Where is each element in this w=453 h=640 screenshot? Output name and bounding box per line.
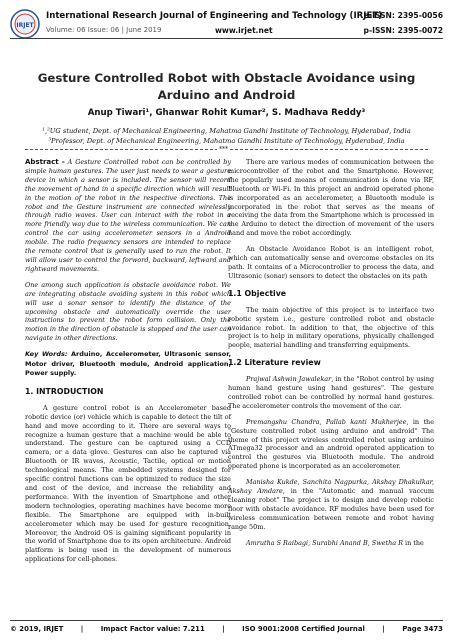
- left-column: [25, 158, 231, 571]
- logo-text: IRJET: [16, 22, 34, 29]
- right-column: [228, 158, 434, 555]
- citation-text: , in the "Gesture controlled robot using arduino and android" The theme of this project wireless controlled robot using arduino ATmega32 processor and an android operated application to control the gestures via Bluetooth module. The android operated phone is incorporated as an accelerometer.: [228, 417, 435, 471]
- literature-paragraph: [228, 375, 434, 411]
- keywords-label: Key Words:: [25, 350, 68, 359]
- page-footer: [10, 625, 443, 633]
- separator-mark: ***: [219, 146, 228, 153]
- literature-paragraph: [228, 418, 434, 471]
- abstract-label: Abstract -: [25, 158, 65, 166]
- e-issn: e-ISSN: 2395-0056: [363, 11, 443, 20]
- cited-authors: Premangshu Chandra, Pallab kanti Mukherjee: [246, 417, 407, 426]
- p-issn: p-ISSN: 2395-0072: [363, 26, 443, 35]
- journal-name: International Research Journal of Engineering and Technology (IRJET): [46, 11, 383, 21]
- footer-page-number: Page 3473: [402, 625, 443, 633]
- abstract-paragraph-2: One among such application is obstacle avoidance robot. We are integrating obstacle avoiding system in this robot which will use a sonar sensor to identify the distance of the upcoming obstacle and automatically override the user instructions to prevent the robot form collision. Only the motion in the direction of obstacle is stopped and the user can navigate in other directions.: [25, 280, 231, 343]
- keywords-list: Arduino, Accelerometer, Ultrasonic sensor, Motor driver, Bluetooth module, Android application, Power supply.: [25, 350, 231, 378]
- footer-copyright: © 2019, IRJET: [10, 625, 64, 633]
- objective-paragraph: The main objective of this project is to interface two robotic system i.e., gesture controlled robot and obstacle avoidance robot. In addition to that, the objective of this project is to help in military operations, physically challenged people, material handling and transferring equipments.: [228, 305, 434, 350]
- footer-impact-factor: Impact Factor value: 7.211: [100, 625, 205, 633]
- journal-url: www.irjet.net: [215, 26, 273, 35]
- intro-heading: 1. INTRODUCTION: [25, 386, 104, 396]
- author-list: Anup Tiwari¹, Ghanwar Rohit Kumar², S. Madhava Reddy³: [87, 108, 366, 118]
- cited-authors: Manisha Kukde, Sanchita Nagpurka, Akshay Dhakulkar, Akshay Amdare: [228, 478, 434, 496]
- cited-authors: Amrutha S Raibagi, Surabhi Anand B, Swetha R: [246, 538, 403, 547]
- abstract-paragraph: [25, 158, 231, 274]
- cited-authors: Prajwal Ashwin Jawalekar: [246, 375, 332, 384]
- irjet-logo: [10, 9, 40, 39]
- keywords: [25, 350, 231, 379]
- body-paragraph: An Obstacle Avoidance Robot is an intelligent robot, which can automatically sense and overcome obstacles on its path. It contains of a Microcontroller to process the data, and Ultrasonic (sonar) sensors to detect the obstacles on its path: [228, 245, 434, 280]
- citation-text: in the: [402, 538, 424, 547]
- literature-paragraph: [228, 478, 434, 531]
- footer-rule: [10, 620, 443, 621]
- header-rule: [10, 38, 443, 39]
- abstract-text: A Gesture Controlled robot can be controlled by simple human gestures. The user just needs to wear a gesture device in which a sensor is included. The sensor will record the movement of hand in a specific direction which will result in the motion of the robot in the respective directions. The robot and the Gesture instrument are connected wirelessly through radio waves. User can interact with the robot in a more friendly way due to the wireless communication. We can control the car using accelerometer sensors in a Android mobile. The radio frequency sensors are intended to replace the remote control that is generally used to run the robot. It will allow user to control the forword, backward, leftward and rightward movements.: [25, 158, 231, 273]
- citation-text: , in the "Robot control by using human hand gesture using hand gestures". The gesture controlled robot can be controlled by normal hand gestures. The accelerometer controls the movement of the car.: [228, 375, 434, 410]
- footer-separator: |: [382, 625, 385, 633]
- affiliation-1: ¹,²UG student, Dept. of Mechanical Engineering, Mahatma Gandhi Institute of Technology, Hyderabad, India: [42, 127, 411, 135]
- literature-heading: 1.2 Literature review: [228, 358, 321, 368]
- affiliation-2: ³Professor, Dept. of Mechanical Engineering, Mahatma Gandhi Institute of Technology, Hyderabad, India: [48, 137, 405, 145]
- intro-paragraph: A gesture control robot is an Accelerometer based robotic device (or) vehicle which is capable to detect the tilt of hand and move according to it. There are several ways to recognize a human gesture that a machine would be able to understand. The gesture can be captured using a CCD camera, or a data glove. Gestures can also be captured via Bluetooth or IR waves, Acoustic, Tactile, optical or motion technological means. The embedded systems designed for specific control functions can be optimized to reduce the size and cost of the device, and increase the reliability and performance. With the invention of Smartphone and other modern technologies, operating machines have become more flexible. The Smartphone are equipped with in-built accelerometer which may be used for gesture recognition. Moreover, the Android OS is gaining significant popularity in the world of Smartphone due to its open architecture. Android platform is being used in the development of numerous applications for cell-phones.: [25, 403, 231, 564]
- literature-paragraph: [228, 539, 434, 548]
- footer-iso: ISO 9001:2008 Certified Journal: [242, 625, 365, 633]
- volume-issue: Volume: 06 Issue: 06 | June 2019: [46, 26, 162, 34]
- journal-header: [10, 7, 443, 47]
- citation-text: , in the "Automatic and manual vaccum cleaning robot" The project is to design and develop robotic floor with obstacle avoidance. RF modules have been used for wireless communication between remote and robot having range 50m.: [228, 487, 435, 531]
- body-paragraph: There are various modes of communication between the microcontroller of the robot and the Smartphone. However, the popularly used means of communication is done via RF, Bluetooth or Wi-Fi. In this project an android operated phone is incorporated as an accelerometer, a Bluetooth module is incorporated in the robot that serves as the means of receiving the data from the Smartphone which is processed in the Arduino to detect the direction of movement of the users hand and move the robot accordingly.: [228, 158, 434, 238]
- paper-title: Gesture Controlled Robot with Obstacle Avoidance using Arduino and Android: [37, 71, 416, 102]
- footer-separator: |: [80, 625, 84, 633]
- footer-separator: |: [222, 625, 225, 633]
- objective-heading: 1.1 Objective: [228, 288, 287, 298]
